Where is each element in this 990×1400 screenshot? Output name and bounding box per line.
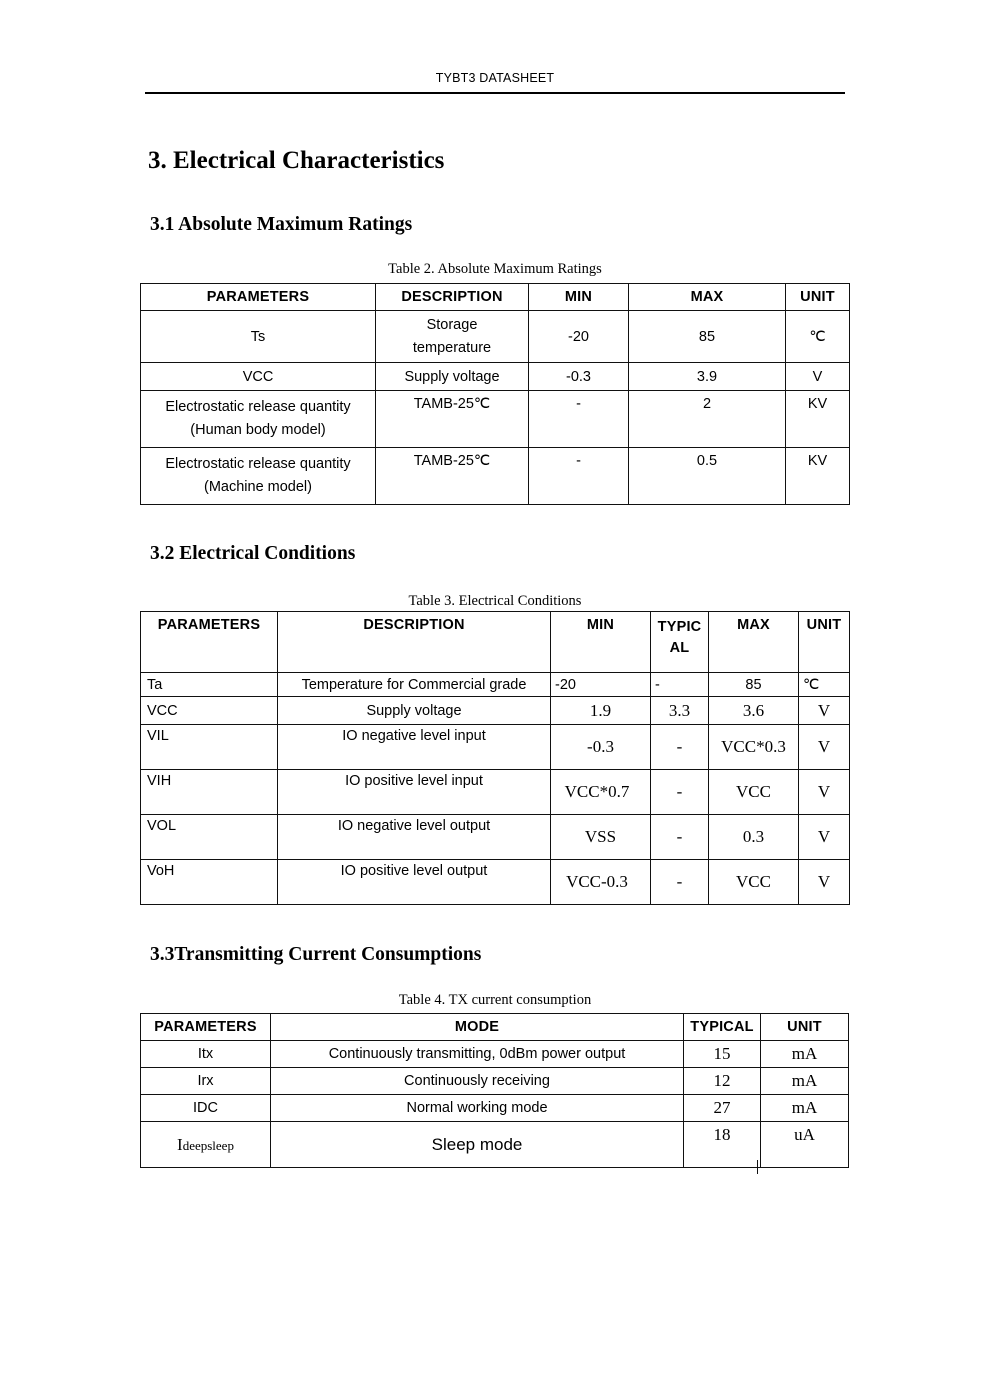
table3-col-min: MIN bbox=[551, 612, 651, 673]
table3-r4-min: VSS bbox=[551, 815, 651, 860]
table3-r1-typical: 3.3 bbox=[651, 697, 709, 725]
table3-r3-max: VCC bbox=[709, 770, 799, 815]
table4-r1-parameter: Irx bbox=[141, 1068, 271, 1095]
table2-r3-description: TAMB-25℃ bbox=[376, 448, 529, 505]
table3-r5-unit: V bbox=[799, 860, 850, 905]
table2-r1-description: Supply voltage bbox=[376, 363, 529, 391]
table4-caption: Table 4. TX current consumption bbox=[398, 992, 592, 1008]
table3-r2-description: IO negative level input bbox=[278, 725, 551, 770]
table3-r2-typical: - bbox=[651, 725, 709, 770]
table3-r4-typical: - bbox=[651, 815, 709, 860]
table2-col-unit: UNIT bbox=[786, 284, 850, 311]
table4-r3-typical: 18 bbox=[684, 1122, 761, 1168]
table3-r1-description: Supply voltage bbox=[278, 697, 551, 725]
table3-r1-max: 3.6 bbox=[709, 697, 799, 725]
table2-r1-parameter: VCC bbox=[141, 363, 376, 391]
table3-r0-min: -20 bbox=[551, 673, 651, 697]
table3-r1-parameter: VCC bbox=[141, 697, 278, 725]
table3-r2-unit: V bbox=[799, 725, 850, 770]
section-heading-3: 3. Electrical Characteristics bbox=[148, 147, 445, 174]
section-heading-3-2: 3.2 Electrical Conditions bbox=[150, 543, 356, 564]
table2-r2-parameter-line2: (Human body model) bbox=[190, 422, 326, 438]
table2-col-description: DESCRIPTION bbox=[376, 284, 529, 311]
table4-r1-mode: Continuously receiving bbox=[271, 1068, 684, 1095]
table-row bbox=[141, 391, 850, 448]
table3-r3-typical: - bbox=[651, 770, 709, 815]
table4-r2-typical: 27 bbox=[684, 1095, 761, 1122]
table4-r2-unit: mA bbox=[761, 1095, 849, 1122]
table-row bbox=[141, 770, 850, 815]
section-heading-3-1: 3.1 Absolute Maximum Ratings bbox=[150, 214, 413, 235]
table3-r4-parameter: VOL bbox=[141, 815, 278, 860]
table4-r0-unit: mA bbox=[761, 1041, 849, 1068]
table-tx-current-consumption bbox=[140, 1013, 849, 1168]
table3-r5-min-text: VCC-0.3 bbox=[566, 872, 628, 891]
table3-r3-description: IO positive level input bbox=[278, 770, 551, 815]
table2-r2-parameter bbox=[141, 391, 376, 448]
table3-col-typical-line1: TYPIC bbox=[657, 619, 702, 635]
table2-r3-min: - bbox=[529, 448, 629, 505]
page-running-header bbox=[145, 70, 845, 86]
table3-r1-min: 1.9 bbox=[551, 697, 651, 725]
table2-r2-parameter-line1: Electrostatic release quantity bbox=[165, 399, 351, 415]
table2-r2-description: TAMB-25℃ bbox=[376, 391, 529, 448]
table3-r5-parameter: VoH bbox=[141, 860, 278, 905]
table2-r0-parameter: Ts bbox=[141, 311, 376, 363]
table4-r0-mode: Continuously transmitting, 0dBm power output bbox=[271, 1041, 684, 1068]
table2-r2-max: 2 bbox=[629, 391, 786, 448]
table2-r0-max: 85 bbox=[629, 311, 786, 363]
table2-r2-min: - bbox=[529, 391, 629, 448]
table4-bottom-artifact-tick bbox=[757, 1160, 758, 1174]
table-row bbox=[141, 725, 850, 770]
table2-header-row bbox=[141, 284, 850, 311]
table3-col-parameters: PARAMETERS bbox=[141, 612, 278, 673]
table2-r0-min: -20 bbox=[529, 311, 629, 363]
table-row bbox=[141, 1122, 849, 1168]
table3-caption: Table 3. Electrical Conditions bbox=[408, 593, 582, 609]
table2-r3-max: 0.5 bbox=[629, 448, 786, 505]
table2-r1-min: -0.3 bbox=[529, 363, 629, 391]
table3-r5-typical: - bbox=[651, 860, 709, 905]
table4-r1-typical: 12 bbox=[684, 1068, 761, 1095]
table4-col-parameters: PARAMETERS bbox=[141, 1014, 271, 1041]
table3-col-typical bbox=[651, 612, 709, 673]
table3-col-typical-line2: AL bbox=[669, 640, 690, 656]
table-row bbox=[141, 860, 850, 905]
table3-r2-min: -0.3 bbox=[551, 725, 651, 770]
table2-r0-description bbox=[376, 311, 529, 363]
table2-col-parameters: PARAMETERS bbox=[141, 284, 376, 311]
table3-r0-typical: - bbox=[651, 673, 709, 697]
ideepsleep-suffix: deepsleep bbox=[182, 1137, 234, 1153]
table4-r0-typical: 15 bbox=[684, 1041, 761, 1068]
table3-col-description: DESCRIPTION bbox=[278, 612, 551, 673]
table3-r4-description: IO negative level output bbox=[278, 815, 551, 860]
table3-r5-description: IO positive level output bbox=[278, 860, 551, 905]
table4-col-typical: TYPICAL bbox=[684, 1014, 761, 1041]
running-header-title: TYBT3 DATASHEET bbox=[435, 71, 555, 85]
table2-r2-unit: KV bbox=[786, 391, 850, 448]
table2-r0-unit: ℃ bbox=[786, 311, 850, 363]
ideepsleep-label bbox=[177, 1134, 234, 1154]
table3-col-max: MAX bbox=[709, 612, 799, 673]
table2-caption: Table 2. Absolute Maximum Ratings bbox=[388, 261, 602, 277]
ideepsleep-prefix: I bbox=[177, 1134, 183, 1154]
table-row bbox=[141, 1068, 849, 1095]
table3-r4-unit: V bbox=[799, 815, 850, 860]
table3-r3-min bbox=[551, 770, 651, 815]
table3-r3-unit: V bbox=[799, 770, 850, 815]
table4-r2-mode: Normal working mode bbox=[271, 1095, 684, 1122]
table3-r0-max: 85 bbox=[709, 673, 799, 697]
table3-r2-max: VCC*0.3 bbox=[709, 725, 799, 770]
table4-col-unit: UNIT bbox=[761, 1014, 849, 1041]
table3-r3-min-text: VCC*0.7 bbox=[564, 782, 630, 801]
table-row bbox=[141, 363, 850, 391]
table2-col-min: MIN bbox=[529, 284, 629, 311]
table3-r4-max: 0.3 bbox=[709, 815, 799, 860]
table2-r0-description-line2: temperature bbox=[412, 339, 492, 356]
table4-r0-parameter: Itx bbox=[141, 1041, 271, 1068]
table4-r3-parameter bbox=[141, 1122, 271, 1168]
table-row bbox=[141, 1095, 849, 1122]
table3-header-row bbox=[141, 612, 850, 673]
table-row bbox=[141, 697, 850, 725]
table2-r0-description-line1: Storage bbox=[426, 316, 478, 333]
table2-r3-parameter-line1: Electrostatic release quantity bbox=[165, 456, 351, 472]
table4-r2-parameter: IDC bbox=[141, 1095, 271, 1122]
table4-r1-unit: mA bbox=[761, 1068, 849, 1095]
table3-r0-description: Temperature for Commercial grade bbox=[278, 673, 551, 697]
table-row bbox=[141, 673, 850, 697]
table-row bbox=[141, 311, 850, 363]
table3-r5-min bbox=[551, 860, 651, 905]
table2-r3-parameter bbox=[141, 448, 376, 505]
header-divider-rule bbox=[145, 92, 845, 94]
table3-r0-unit: ℃ bbox=[799, 673, 850, 697]
table3-col-unit: UNIT bbox=[799, 612, 850, 673]
table-electrical-conditions bbox=[140, 611, 850, 905]
table2-col-max: MAX bbox=[629, 284, 786, 311]
table3-r3-parameter: VIH bbox=[141, 770, 278, 815]
table-row bbox=[141, 815, 850, 860]
table-row bbox=[141, 448, 850, 505]
table4-r3-mode: Sleep mode bbox=[271, 1122, 684, 1168]
table3-r0-parameter: Ta bbox=[141, 673, 278, 697]
table3-r5-max: VCC bbox=[709, 860, 799, 905]
section-heading-3-3: 3.3Transmitting Current Consumptions bbox=[150, 944, 482, 965]
table4-header-row bbox=[141, 1014, 849, 1041]
table2-r3-unit: KV bbox=[786, 448, 850, 505]
table2-r3-parameter-line2: (Machine model) bbox=[204, 479, 312, 495]
table-absolute-maximum-ratings bbox=[140, 283, 850, 505]
table2-r1-max: 3.9 bbox=[629, 363, 786, 391]
table3-r1-unit: V bbox=[799, 697, 850, 725]
table3-r2-parameter: VIL bbox=[141, 725, 278, 770]
table-row bbox=[141, 1041, 849, 1068]
table4-r3-unit: uA bbox=[761, 1122, 849, 1168]
table4-col-mode: MODE bbox=[271, 1014, 684, 1041]
table2-r1-unit: V bbox=[786, 363, 850, 391]
